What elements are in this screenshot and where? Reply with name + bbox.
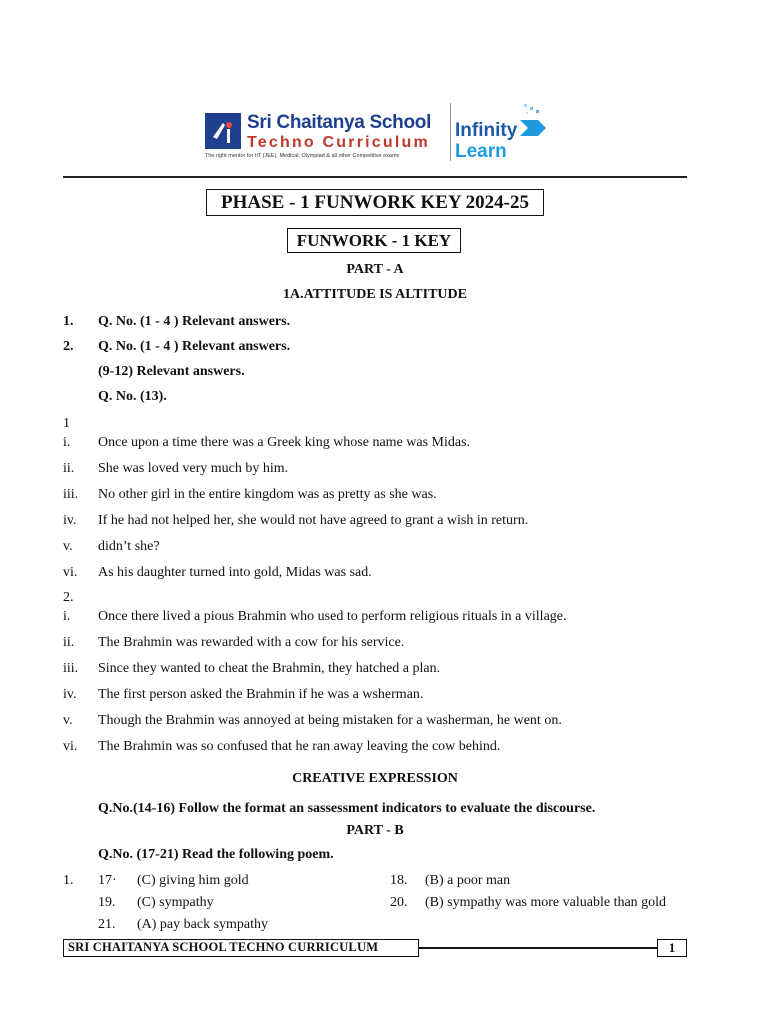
item-text: Though the Brahmin was annoyed at being mistaken for a washerman, he went on. (98, 713, 562, 728)
q-line-text: Q. No. (13). (98, 389, 167, 404)
item-num: i. (63, 609, 71, 624)
item-num: ii. (63, 635, 75, 650)
footer-label: SRI CHAITANYA SCHOOL TECHNO CURRICULUM (63, 939, 419, 957)
q-line-text: Q. No. (1 - 4 ) Relevant answers. (98, 314, 291, 329)
item-text: As his daughter turned into gold, Midas was sad. (98, 565, 372, 580)
arrow-icon (516, 104, 548, 142)
answer-text: (B) sympathy was more valuable than gold (425, 895, 667, 910)
item-num: vi. (63, 739, 78, 754)
page-number: 1 (657, 939, 687, 957)
page-subtitle: FUNWORK - 1 KEY (287, 228, 461, 253)
part-b-note: Q.No. (17-21) Read the following poem. (98, 847, 334, 862)
part-b-heading: PART - B (346, 823, 404, 838)
section-heading: 1A.ATTITUDE IS ALTITUDE (282, 287, 467, 302)
item-text: Once there lived a pious Brahmin who used to perform religious rituals in a village. (98, 609, 567, 624)
item-num: iii. (63, 487, 79, 502)
creative-heading: CREATIVE EXPRESSION (292, 771, 458, 786)
school-name: Sri Chaitanya School (247, 112, 432, 133)
item-text: The Brahmin was so confused that he ran away leaving the cow behind. (98, 739, 501, 754)
item-text: Once upon a time there was a Greek king whose name was Midas. (98, 435, 471, 450)
part-a-heading: PART - A (346, 262, 404, 277)
page-title: PHASE - 1 FUNWORK KEY 2024-25 (206, 189, 544, 216)
item-text: The first person asked the Brahmin if he was a wsherman. (98, 687, 424, 702)
answer-num: 17· (98, 873, 117, 888)
item-text: Since they wanted to cheat the Brahmin, they hatched a plan. (98, 661, 441, 676)
answer-num: 20. (390, 895, 408, 910)
header-rule (63, 176, 687, 178)
answer-text: (C) giving him gold (137, 873, 249, 888)
techno-curriculum-label: Techno Curriculum (247, 134, 430, 151)
item-num: v. (63, 539, 73, 554)
answers-num: 1. (63, 873, 74, 888)
item-text: If he had not helped her, she would not have agreed to grant a wish in return. (98, 513, 529, 528)
answer-text: (A) pay back sympathy (137, 917, 269, 932)
answer-num: 18. (390, 873, 408, 888)
partner-name-line1: Infinity (455, 120, 518, 141)
q-line-text: (9-12) Relevant answers. (98, 364, 245, 379)
school-emblem-icon (205, 113, 241, 149)
item-num: vi. (63, 565, 78, 580)
partner-name-line2: Learn (455, 141, 507, 162)
q-line-num: 1. (63, 314, 74, 329)
item-num: ii. (63, 461, 75, 476)
item-text: No other girl in the entire kingdom was as pretty as she was. (98, 487, 437, 502)
answer-text: (C) sympathy (137, 895, 214, 910)
item-text: didn’t she? (98, 539, 160, 554)
logo-divider (450, 103, 451, 161)
item-num: iv. (63, 687, 77, 702)
answer-num: 21. (98, 917, 116, 932)
item-num: v. (63, 713, 73, 728)
q-line-num: 2. (63, 339, 74, 354)
item-num: iv. (63, 513, 77, 528)
logo-tagline: The right mentor for IIT (JEE), Medical, Olympiad & all other Competitive exams (205, 153, 400, 159)
item-text: The Brahmin was rewarded with a cow for his service. (98, 635, 405, 650)
creative-note: Q.No.(14-16) Follow the format an sassessment indicators to evaluate the discourse. (98, 801, 596, 816)
item-num: iii. (63, 661, 79, 676)
group-label: 2. (63, 590, 74, 605)
group-label: 1 (63, 416, 70, 431)
answer-num: 19. (98, 895, 116, 910)
footer-rule (419, 947, 657, 949)
answer-text: (B) a poor man (425, 873, 511, 888)
item-text: She was loved very much by him. (98, 461, 289, 476)
q-line-text: Q. No. (1 - 4 ) Relevant answers. (98, 339, 291, 354)
item-num: i. (63, 435, 71, 450)
